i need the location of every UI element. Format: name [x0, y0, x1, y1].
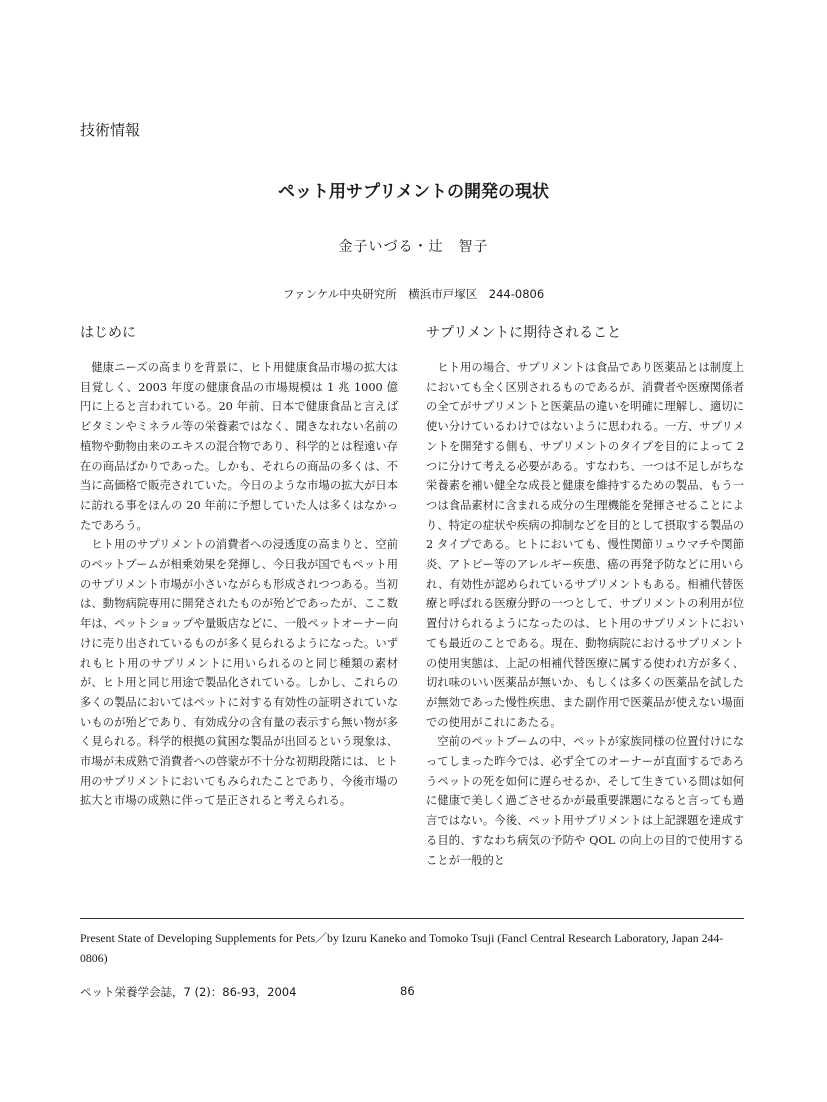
left-column-body	[80, 358, 398, 811]
body-paragraph: ヒト用のサプリメントの消費者への浸透度の高まりと、空前のペットブームが相乗効果を発揮し、今日我が国でもペット用のサプリメント市場が小さいながらも形成されつつある。当初は、動物病院専用に開発されたものが殆どであったが、ここ数年は、ペットショップや量販店などに、一般ペットオーナー向けに売り出されているものが多く見られるようになった。いずれもヒト用のサプリメントに用いられるのと同じ種類の素材が、ヒト用と同じ用途で製品化されている。しかし、これらの多くの製品においてはペットに対する有効性の証明されていないものが殆どであり、有効成分の含有量の表示すら無い物が多く見られる。科学的根拠の貧困な製品が出回るという現象は、市場が未成熟で消費者への啓蒙が不十分な初期段階には、ヒト用のサプリメントにおいてもみられたことであり、今後市場の拡大と市場の成熟に伴って是正されると考えられる。	[80, 538, 398, 808]
body-paragraph: 健康ニーズの高まりを背景に、ヒト用健康食品市場の拡大は目覚しく、2003 年度の健康食品の市場規模は 1 兆 1000 億円に上ると言われている。20 年前、日本で健康食品と言えばビタミンやミネラル等の栄養素ではなく、聞きなれない名前の植物や動物由来のエキスの混合物であり、科学的とは程遠い存在の商品ばかりであった。しかも、それらの商品の多くは、不当に高価格で販売されていた。今日のような市場の拡大が日本に訪れる事をほんの 20 年前に予想していた人は多くはなかったであろう。	[80, 361, 398, 532]
section-heading-expectations: サプリメントに期待されること	[426, 325, 622, 341]
article-affiliation: ファンケル中央研究所 横浜市戸塚区 244-0806	[282, 287, 545, 301]
footnote-divider	[80, 918, 744, 919]
article-authors: 金子いづる・辻 智子	[338, 239, 489, 255]
section-label: 技術情報	[80, 121, 141, 139]
body-paragraph: ヒト用の場合、サプリメントは食品であり医薬品とは制度上においても全く区別されるものであるが、消費者や医療関係者の全てがサプリメントと医薬品の違いを明確に理解し、適切に使い分けているわけではないように思われる。一方、サプリメントを開発する側も、サプリメントのタイプを目的によって 2 つに分けて考える必要がある。すなわち、一つは不足しがちな栄養素を補い健全な成長と健康を維持するための製品、もう一つは食品素材に含まれる成分の生理機能を発揮させることにより、特定の症状や疾病の抑制などを目的として摂取する製品の 2 タイプである。ヒトにおいても、慢性関節リュウマチや関節炎、アトピー等のアレルギー疾患、癌の再発予防などに用いられ、有効性が認められているサプリメントもある。相補代替医療と呼ばれる医療分野の一つとして、サプリメントの利用が位置付けられるようになったのは、ヒト用のサプリメントにおいても最近のことである。現在、動物病院におけるサプリメントの使用実態は、上記の相補代替医療に属する使われ方が多く、切れ味のいい医薬品が無いか、もしくは多くの医薬品を試したが無効であった慢性疾患、また副作用で医薬品が使えない場面での使用がこれにあたる。	[426, 361, 744, 729]
page-number: 86	[400, 984, 415, 998]
body-paragraph: 空前のペットブームの中、ペットが家族同様の位置付けになってしまった昨今では、必ず全てのオーナーが直面するであろうペットの死を如何に遅らせるか、そして生きている間は如何に健康で美しく過ごさせるかが最重要課題になると言っても過言ではない。今後、ペット用サプリメントは上記課題を達成する目的、すなわち病気の予防や QOL の向上の目的で使用することが一般的と	[426, 735, 744, 867]
right-column-body	[426, 358, 744, 870]
journal-citation: ペット栄養学会誌，7 (2)：86-93，2004	[80, 985, 297, 999]
english-title-footnote: Present State of Developing Supplements for Pets／by Izuru Kaneko and Tomoko Tsuji (Fancl Central Research Laboratory, Japan 244-0806)	[80, 931, 724, 965]
section-heading-introduction: はじめに	[80, 325, 136, 341]
article-title: ペット用サプリメントの開発の現状	[278, 182, 549, 202]
